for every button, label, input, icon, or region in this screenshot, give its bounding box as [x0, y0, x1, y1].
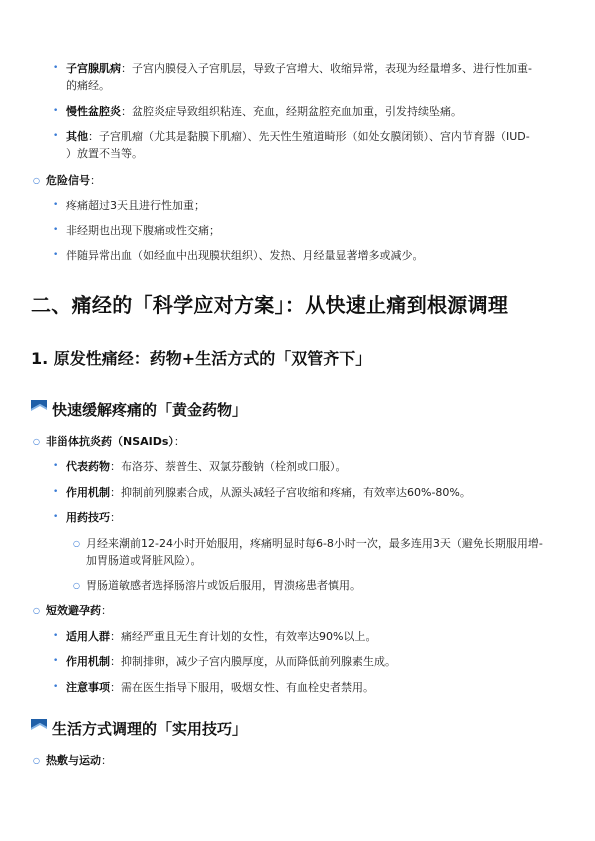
item-colon: ：	[90, 174, 101, 187]
item-label: 危险信号	[46, 174, 90, 187]
item-text: ：痛经严重且无生育计划的女性，有效率达90%以上。	[110, 630, 377, 643]
item-colon: ：	[101, 754, 112, 767]
list-item-adenomyosis	[53, 60, 581, 94]
item-label: 短效避孕药	[46, 604, 101, 617]
item-label: 子宫腺肌病	[66, 62, 121, 75]
item-colon: ：	[173, 435, 185, 448]
bullet-dot-icon: •	[53, 106, 59, 116]
item-label: 适用人群	[66, 630, 110, 643]
item-text: 伴随异常出血（如经血中出现膜状组织）、发热、月经量显著增多或减少。	[66, 249, 424, 262]
lifestyle-heading: 生活方式调理的「实用技巧」	[52, 720, 248, 738]
bullet-ring-icon: ○	[73, 581, 80, 590]
list-item-heat-exercise	[33, 752, 112, 769]
list-item-notes	[53, 679, 374, 696]
item-text: ：抑制前列腺素合成，从源头减轻子宫收缩和疼痛，有效率达60%-80%。	[110, 486, 471, 499]
item-label: 代表药物	[66, 460, 110, 473]
item-label: 非甾体抗炎药（NSAIDs）	[46, 435, 174, 448]
list-item-tip-1	[73, 535, 581, 569]
item-colon: ：	[110, 511, 121, 524]
bullet-dot-icon: •	[53, 682, 59, 692]
bullet-dot-icon: •	[53, 631, 59, 641]
bullet-ring-icon: ○	[33, 606, 40, 615]
item-text: 非经期也出现下腹痛或性交痛；	[66, 224, 220, 237]
bullet-dot-icon: •	[53, 487, 59, 497]
item-label: 慢性盆腔炎	[66, 105, 121, 118]
section-heading: 二、痛经的「科学应对方案」：从快速止痛到根源调理	[31, 293, 509, 317]
item-text: ：盆腔炎症导致组织粘连、充血，经期盆腔充血加重，引发持续坠痛。	[121, 105, 462, 118]
list-item-rep-drugs	[53, 458, 347, 475]
list-item-mechanism	[53, 484, 471, 501]
list-item-other	[53, 128, 581, 162]
bullet-ring-icon: ○	[73, 539, 80, 548]
bullet-dot-icon: •	[53, 250, 59, 260]
item-text: ：子宫内膜侵入子宫肌层，导致子宫增大、收缩异常，表现为经量增多、进行性加重-	[121, 62, 532, 75]
item-text: 疼痛超过3天且进行性加重；	[66, 199, 205, 212]
bullet-dot-icon: •	[53, 656, 59, 666]
bullet-ring-icon: ○	[33, 437, 40, 446]
bullet-ring-icon: ○	[33, 756, 40, 765]
list-item-danger-signals	[33, 172, 101, 189]
list-item-danger-1	[53, 197, 205, 214]
bullet-dot-icon: •	[53, 461, 59, 471]
item-text: ：布洛芬、萘普生、双氯芬酸钠（栓剂或口服）。	[110, 460, 347, 473]
item-text: ：抑制排卵，减少子宫内膜厚度，从而降低前列腺素生成。	[110, 655, 396, 668]
item-colon: ：	[101, 604, 112, 617]
list-item-nsaids	[33, 433, 185, 450]
bullet-dot-icon: •	[53, 131, 59, 141]
item-text-continuation: ）放置不当等。	[66, 147, 143, 160]
item-text: 胃肠道敏感者选择肠溶片或饭后服用，胃溃疡患者慎用。	[86, 579, 361, 592]
item-label: 注意事项	[66, 681, 110, 694]
item-label: 作用机制	[66, 655, 110, 668]
bullet-dot-icon: •	[53, 200, 59, 210]
list-item-danger-2	[53, 222, 220, 239]
list-item-danger-3	[53, 247, 424, 264]
list-item-pid	[53, 103, 581, 120]
item-text-continuation: 加胃肠道或肾脏风险）。	[86, 554, 202, 567]
item-text: ：需在医生指导下服用，吸烟女性、有血栓史者禁用。	[110, 681, 374, 694]
flag-icon	[31, 718, 47, 732]
bullet-dot-icon: •	[53, 63, 59, 73]
flag-icon	[31, 399, 47, 413]
item-label: 热敷与运动	[46, 754, 101, 767]
list-item-tip-2	[73, 577, 361, 594]
bullet-ring-icon: ○	[33, 176, 40, 185]
item-text: 月经来潮前12-24小时开始服用，疼痛明显时每6-8小时一次，最多连用3天（避免长期服用增-	[86, 537, 543, 550]
list-item-contraceptive-mechanism	[53, 653, 396, 670]
item-label: 作用机制	[66, 486, 110, 499]
item-label: 用药技巧	[66, 511, 110, 524]
list-item-tips	[53, 509, 121, 526]
item-label: 其他	[66, 130, 88, 143]
subsection-heading: 1. 原发性痛经：药物+生活方式的「双管齐下」	[31, 349, 372, 368]
drugs-heading: 快速缓解疼痛的「黄金药物」	[52, 401, 248, 419]
bullet-dot-icon: •	[53, 225, 59, 235]
item-text-continuation: 的痛经。	[66, 79, 110, 92]
item-text: ：子宫肌瘤（尤其是黏膜下肌瘤）、先天性生殖道畸形（如处女膜闭锁）、宫内节育器（IUD-	[88, 130, 530, 143]
bullet-dot-icon: •	[53, 512, 59, 522]
list-item-contraceptive	[33, 602, 112, 619]
list-item-people	[53, 628, 377, 645]
